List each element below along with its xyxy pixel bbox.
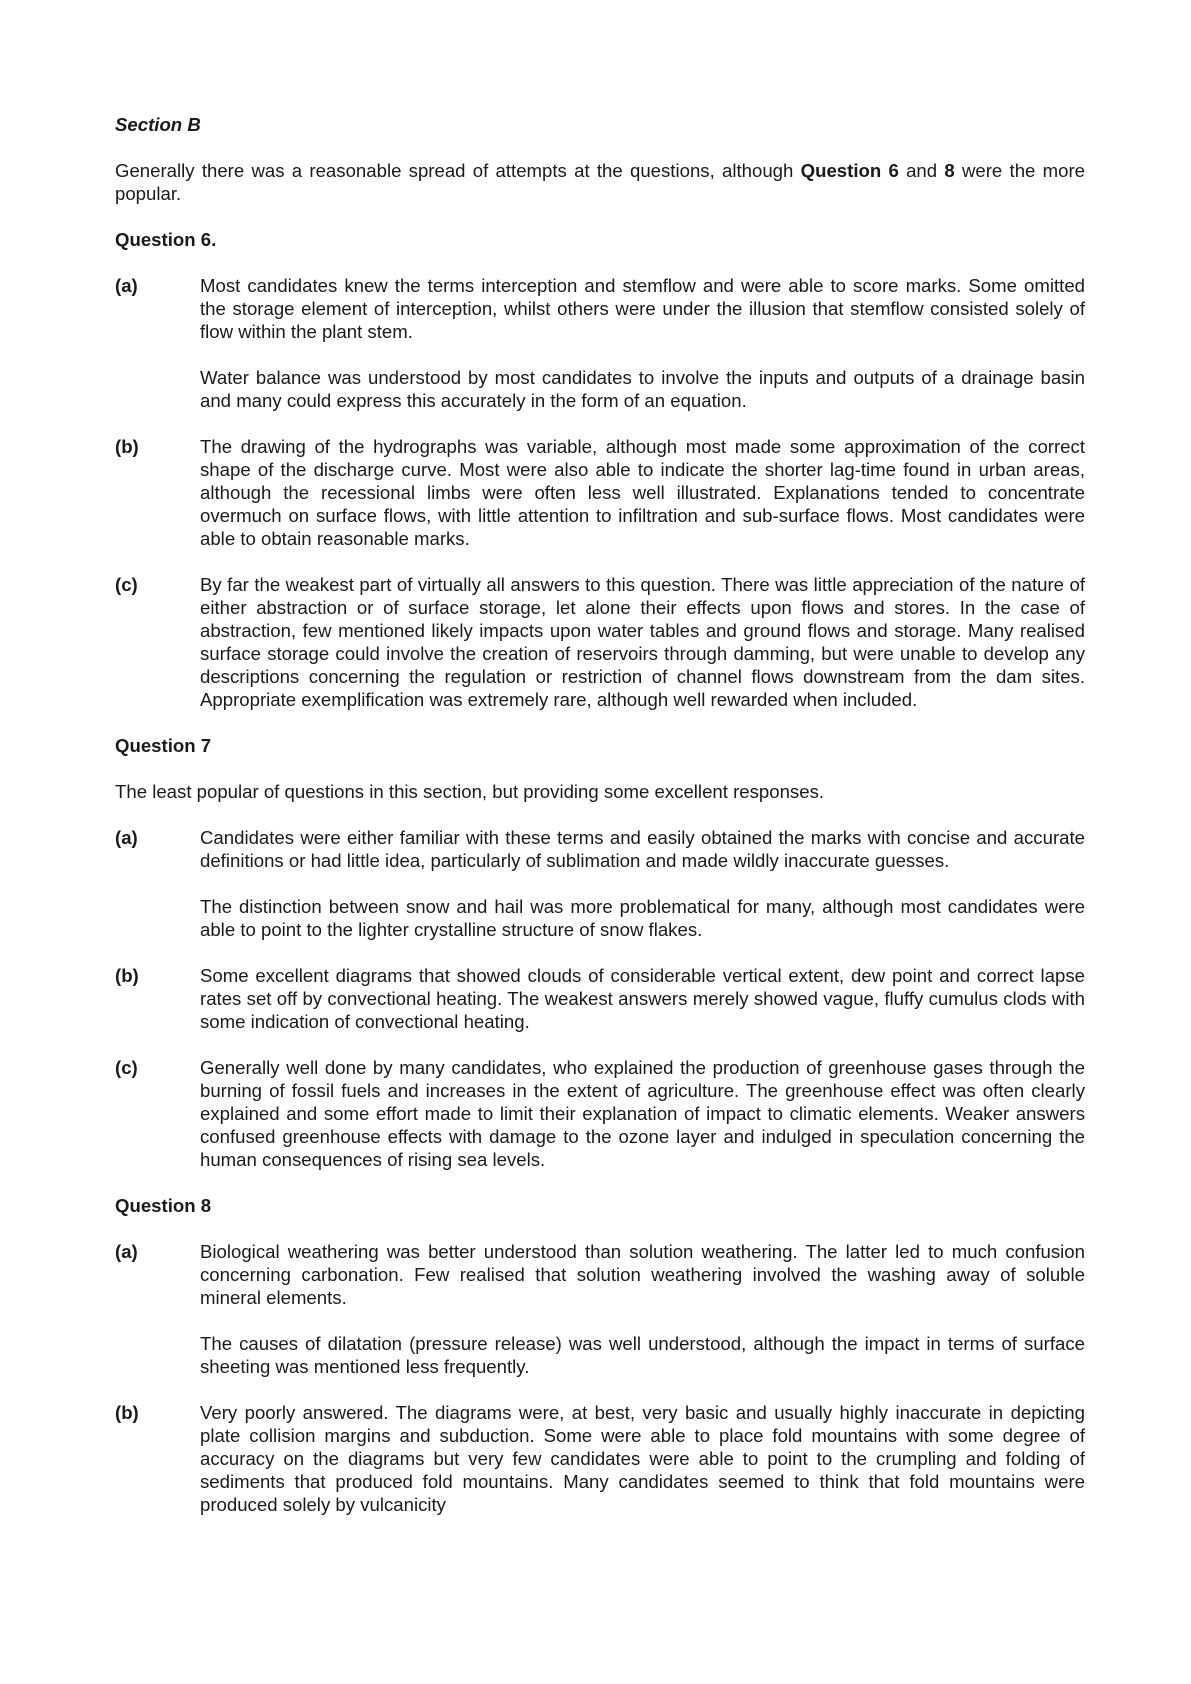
question-part-label: (c) [115, 574, 138, 595]
question-part [115, 1401, 1085, 1516]
question-part-body [200, 435, 1085, 550]
question-part [115, 573, 1085, 711]
question-part-paragraph: Candidates were either familiar with these terms and easily obtained the marks with concise and accurate definitions or had little idea, particularly of sublimation and made wildly inaccurate guesses. [200, 827, 1085, 871]
question-part [115, 964, 1085, 1033]
question-part-paragraph: Most candidates knew the terms interception and stemflow and were able to score marks. Some omitted the storage element of interception, whilst others were under the illusion that stemflow consisted solely of flow within the plant stem. [200, 275, 1085, 342]
question-part-label: (c) [115, 1057, 138, 1078]
question-block [115, 734, 1085, 1171]
intro-bold-question-8: 8 [944, 160, 955, 181]
question-part-body [200, 964, 1085, 1033]
intro-text: were the more popular. [115, 160, 1085, 204]
question-part-body [200, 1401, 1085, 1516]
question-part-paragraph: Very poorly answered. The diagrams were, at best, very basic and usually highly inaccurate in depicting plate collision margins and subduction. Some were able to place fold mountains with some degree of accuracy on the diagrams but very few candidates were able to point to the crumpling and folding of sediments that produced fold mountains. Many candidates seemed to think that fold mountains were produced solely by vulcanicity [200, 1402, 1085, 1515]
question-part-paragraph: By far the weakest part of virtually all answers to this question. There was little appreciation of the nature of either abstraction or of surface storage, let alone their effects upon flows and stores. In the case of abstraction, few mentioned likely impacts upon water tables and ground flows and storage. Many realised surface storage could involve the creation of reservoirs through damming, but were unable to develop any descriptions concerning the regulation or restriction of channel flows downstream from the dam sites. Appropriate exemplification was extremely rare, although well rewarded when included. [200, 574, 1085, 710]
question-part [115, 274, 1085, 412]
intro-bold-question-6: Question 6 [800, 160, 899, 181]
question-part-paragraph: The distinction between snow and hail was more problematical for many, although most candidates were able to point to the lighter crystalline structure of snow flakes. [200, 896, 1085, 940]
question-part-label: (a) [115, 827, 138, 848]
question-block [115, 1194, 1085, 1516]
question-part-paragraph: Generally well done by many candidates, who explained the production of greenhouse gases through the burning of fossil fuels and increases in the extent of agriculture. The greenhouse effect was often clearly explained and some effort made to limit their explanation of impact to climatic elements. Weaker answers confused greenhouse effects with damage to the ozone layer and indulged in speculation concerning the human consequences of rising sea levels. [200, 1057, 1085, 1170]
question-part-label: (b) [115, 436, 139, 457]
question-block [115, 228, 1085, 711]
question-heading: Question 6. [115, 229, 217, 250]
question-part-paragraph: Water balance was understood by most candidates to involve the inputs and outputs of a drainage basin and many could express this accurately in the form of an equation. [200, 367, 1085, 411]
question-part-body [200, 1240, 1085, 1378]
question-part-body [200, 1056, 1085, 1171]
intro-text: Generally there was a reasonable spread of attempts at the questions, although [115, 160, 801, 181]
section-intro [115, 159, 1085, 205]
question-part [115, 1056, 1085, 1171]
question-part-label: (b) [115, 1402, 139, 1423]
question-part-paragraph: The causes of dilatation (pressure release) was well understood, although the impact in terms of surface sheeting was mentioned less frequently. [200, 1333, 1085, 1377]
question-part-label: (a) [115, 275, 138, 296]
question-part-body [200, 573, 1085, 711]
question-part-paragraph: The drawing of the hydrographs was variable, although most made some approximation of the correct shape of the discharge curve. Most were also able to indicate the shorter lag-time found in urban areas, although the recessional limbs were often less well illustrated. Explanations tended to concentrate overmuch on surface flows, with little attention to infiltration and sub-surface flows. Most candidates were able to obtain reasonable marks. [200, 436, 1085, 549]
intro-text: and [898, 160, 945, 181]
question-heading: Question 8 [115, 1195, 212, 1216]
question-intro: The least popular of questions in this section, but providing some excellent responses. [115, 781, 825, 802]
question-part-paragraph: Biological weathering was better understood than solution weathering. The latter led to much confusion concerning carbonation. Few realised that solution weathering involved the washing away of soluble mineral elements. [200, 1241, 1085, 1308]
section-title: Section B [115, 114, 201, 135]
question-part-body [200, 826, 1085, 941]
question-part [115, 435, 1085, 550]
question-heading: Question 7 [115, 735, 212, 756]
question-part-body [200, 274, 1085, 412]
question-part-label: (a) [115, 1241, 138, 1262]
questions-list [115, 228, 1085, 1516]
question-part-paragraph: Some excellent diagrams that showed clouds of considerable vertical extent, dew point and correct lapse rates set off by convectional heating. The weakest answers merely showed vague, fluffy cumulus clods with some indication of convectional heating. [200, 965, 1085, 1032]
question-part [115, 826, 1085, 941]
question-part-label: (b) [115, 965, 139, 986]
question-part [115, 1240, 1085, 1378]
page-content [115, 113, 1085, 1539]
